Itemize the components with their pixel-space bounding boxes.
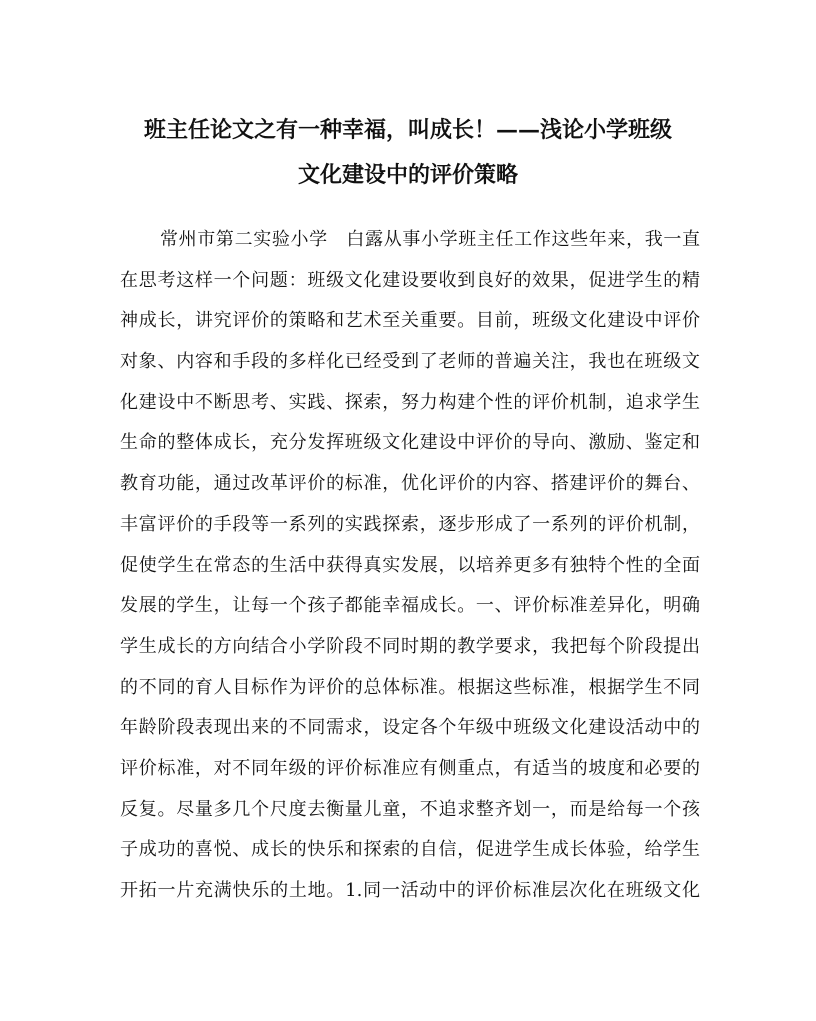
body-line-12: 的不同的育人目标作为评价的总体标准。根据这些标准，根据学生不同	[120, 676, 700, 698]
document-title	[100, 108, 716, 198]
body-line-8: 丰富评价的手段等一系列的实践探索，逐步形成了一系列的评价机制，	[120, 513, 700, 535]
body-line-11: 学生成长的方向结合小学阶段不同时期的教学要求，我把每个阶段提出	[120, 635, 700, 657]
body-line-7: 教育功能，通过改革评价的标准，优化评价的内容、搭建评价的舞台、	[120, 473, 700, 495]
title-line-1: 班主任论文之有一种幸福，叫成长！——浅论小学班级	[143, 117, 672, 143]
body-line-10: 发展的学生，让每一个孩子都能幸福成长。一、评价标准差异化，明确	[120, 595, 700, 617]
body-line-3: 神成长，讲究评价的策略和艺术至关重要。目前，班级文化建设中评价	[120, 310, 700, 332]
body-line-4: 对象、内容和手段的多样化已经受到了老师的普遍关注，我也在班级文	[120, 351, 700, 373]
body-line-6: 生命的整体成长，充分发挥班级文化建设中评价的导向、激励、鉴定和	[120, 432, 700, 454]
body-line-15: 反复。尽量多几个尺度去衡量儿童，不追求整齐划一，而是给每一个孩	[120, 798, 700, 820]
body-line-9: 促使学生在常态的生活中获得真实发展，以培养更多有独特个性的全面	[120, 554, 700, 576]
body-line-14: 评价标准，对不同年级的评价标准应有侧重点，有适当的坡度和必要的	[120, 757, 700, 779]
body-line-16: 子成功的喜悦、成长的快乐和探索的自信，促进学生成长体验，给学生	[120, 839, 700, 861]
body-line-17: 开拓一片充满快乐的土地。1.同一活动中的评价标准层次化在班级文化	[120, 880, 700, 901]
body-paragraph	[120, 220, 700, 912]
body-line-13: 年龄阶段表现出来的不同需求，设定各个年级中班级文化建设活动中的	[120, 717, 700, 739]
body-line-5: 化建设中不断思考、实践、探索，努力构建个性的评价机制，追求学生	[120, 391, 700, 413]
body-line-2: 在思考这样一个问题：班级文化建设要收到良好的效果，促进学生的精	[120, 269, 700, 291]
title-line-2: 文化建设中的评价策略	[297, 162, 518, 188]
body-line-1: 常州市第二实验小学 白露从事小学班主任工作这些年来，我一直	[160, 229, 700, 250]
